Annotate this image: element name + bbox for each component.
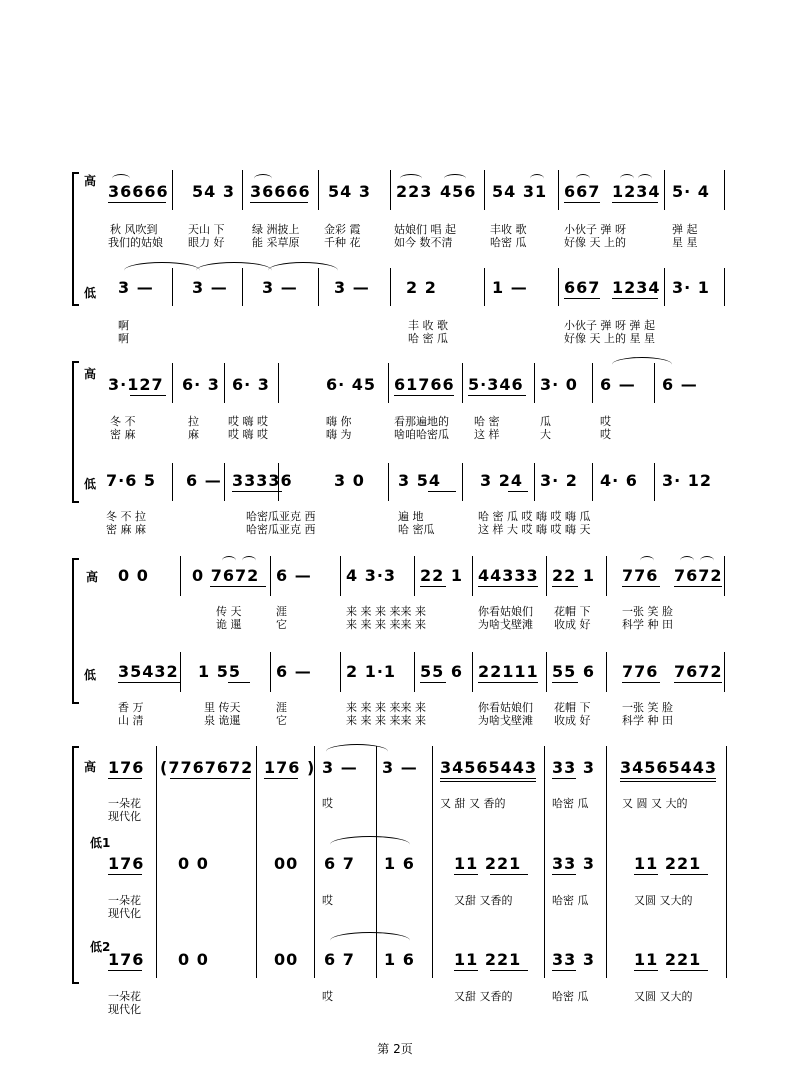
lyric: 绿 洲披上 <box>252 223 300 236</box>
note: 3· 0 <box>540 375 578 394</box>
lyric: 来 来 来 来来 来 <box>346 618 426 631</box>
bar-line <box>414 652 415 692</box>
lyric: 又圆 又大的 <box>634 990 693 1003</box>
lyric: 花帽 下 <box>554 605 591 618</box>
beam-underline <box>622 586 660 587</box>
note: 0 0 <box>178 950 209 969</box>
lyric: 一张 笑 脸 <box>622 701 673 714</box>
part-label-low: 低 <box>84 668 97 682</box>
note: 7672 <box>674 566 723 585</box>
lyric: 哎 <box>322 990 333 1003</box>
lyric: 哎 <box>600 415 611 428</box>
bar-line <box>172 463 173 501</box>
tie-slur <box>330 836 410 853</box>
lyric: 哎 <box>600 428 611 441</box>
note: 6· 3 <box>182 375 220 394</box>
bar-line <box>546 556 547 596</box>
part-label-high: 高 <box>84 367 97 381</box>
note: 3 — <box>334 278 370 297</box>
bar-line <box>462 463 463 501</box>
note: 1234 <box>612 182 661 201</box>
lyric: 收成 好 <box>554 714 591 727</box>
tie-slur <box>640 556 654 565</box>
lyric: 冬 不 <box>110 415 136 428</box>
note: 2 1·1 <box>346 662 397 681</box>
tie-slur <box>124 262 200 279</box>
beam-underline <box>552 874 576 875</box>
lyric: 又甜 又香的 <box>454 894 513 907</box>
bar-line <box>724 556 725 596</box>
lyric: 能 采草原 <box>252 236 300 249</box>
lyric: 涯 <box>276 701 287 714</box>
part-label-low1: 低1 <box>90 836 111 850</box>
bar-line <box>546 652 547 692</box>
lyric: 香 万 <box>118 701 144 714</box>
note: 5· 4 <box>672 182 710 201</box>
bar-line <box>726 746 727 978</box>
bar-line <box>256 746 257 978</box>
bar-line <box>606 746 607 978</box>
lyric: 又圆 又大的 <box>634 894 693 907</box>
tie-slur <box>612 357 672 372</box>
note: 36666 <box>250 182 311 201</box>
bar-line <box>414 556 415 596</box>
lyric: 来 来 来 来来 来 <box>346 701 426 714</box>
note: 35432 <box>118 662 179 681</box>
note: 6 — <box>276 662 312 681</box>
bar-line <box>544 746 545 978</box>
note: 33 3 <box>552 950 595 969</box>
beam-underline <box>264 778 298 779</box>
lyric: 密 麻 <box>110 428 136 441</box>
lyric: 密 麻 麻 <box>106 523 146 536</box>
lyric: 你看姑娘们 <box>478 701 533 714</box>
part-label-low2: 低2 <box>90 940 111 954</box>
beam-underline <box>420 586 446 587</box>
bar-line <box>472 556 473 596</box>
note: 3 54 <box>398 471 441 490</box>
part-label-low: 低 <box>84 477 97 491</box>
part-label-low: 低 <box>84 286 97 300</box>
note: 776 <box>622 566 659 585</box>
lyric: 嗨 你 <box>326 415 352 428</box>
note: (7767672 <box>160 758 254 777</box>
note: 54 3 <box>328 182 371 201</box>
note: 667 <box>564 182 601 201</box>
lyric: 丰 收 歌 <box>408 319 448 332</box>
lyric: 哈密 瓜 <box>552 990 589 1003</box>
bar-line <box>472 652 473 692</box>
note: 1 6 <box>384 854 415 873</box>
note: 4· 6 <box>600 471 638 490</box>
note: 3·127 <box>108 375 164 394</box>
bar-line <box>606 652 607 692</box>
bar-line <box>270 556 271 596</box>
bar-line <box>318 170 319 210</box>
part-label-high: 高 <box>84 174 97 188</box>
lyric: 又 甜 又 香的 <box>440 797 506 810</box>
lyric: 你看姑娘们 <box>478 605 533 618</box>
page-number: 第 2页 <box>377 1042 413 1056</box>
tie-slur <box>222 556 236 565</box>
lyric: 哎 <box>322 797 333 810</box>
beam-underline <box>108 202 166 203</box>
tie-slur <box>112 174 130 183</box>
system-bracket <box>72 361 79 503</box>
beam-underline <box>130 395 166 396</box>
tie-slur <box>638 174 652 183</box>
note: 6 — <box>186 471 222 490</box>
system-bracket <box>72 558 79 704</box>
bar-line <box>390 170 391 210</box>
lyric: 哈密 瓜 <box>490 236 527 249</box>
note: 6· 45 <box>326 375 377 394</box>
note: 0 0 <box>118 566 149 585</box>
note: 22 1 <box>552 566 595 585</box>
tie-slur <box>254 174 272 183</box>
note: 3 — <box>118 278 154 297</box>
note: 34565443 <box>440 758 538 777</box>
lyric: 一朵花 <box>108 797 141 810</box>
lyric: 一朵花 <box>108 990 141 1003</box>
bar-line <box>724 652 725 692</box>
beam-underline <box>118 682 180 683</box>
bar-line <box>340 556 341 596</box>
system-bracket <box>72 172 79 306</box>
note: 5·346 <box>468 375 524 394</box>
beam-underline <box>634 874 658 875</box>
note: 1234 <box>612 278 661 297</box>
lyric: 小伙子 弹 呀 <box>564 223 626 236</box>
bar-line <box>654 463 655 501</box>
bar-line <box>432 746 433 978</box>
beam-underline <box>468 395 526 396</box>
part-label-high: 高 <box>86 570 99 584</box>
lyric: 看那遍地的 <box>394 415 449 428</box>
note: 1 6 <box>384 950 415 969</box>
note: 0 0 <box>178 854 209 873</box>
bar-line <box>314 746 315 978</box>
lyric: 科学 种 田 <box>622 618 673 631</box>
lyric: 啊 <box>118 332 129 345</box>
note: 176 <box>108 950 145 969</box>
lyric: 丰收 歌 <box>490 223 527 236</box>
note: 6 7 <box>324 950 355 969</box>
tie-slur <box>530 174 544 183</box>
beam-underline <box>420 682 446 683</box>
tie-slur <box>268 262 338 279</box>
note: 4 3·3 <box>346 566 397 585</box>
bar-line <box>724 268 725 306</box>
note: 3· 1 <box>672 278 710 297</box>
lyric: 哎 <box>322 894 333 907</box>
bar-line <box>462 363 463 403</box>
tie-slur <box>620 174 634 183</box>
beam-underline <box>108 778 142 779</box>
tie-slur <box>700 556 714 565</box>
bar-line <box>534 463 535 501</box>
note: 11 221 <box>634 854 702 873</box>
note: 00 <box>274 950 299 969</box>
lyric: 诡 暹 <box>216 618 242 631</box>
note: 11 221 <box>454 950 522 969</box>
bar-line <box>156 746 157 978</box>
note: 55 6 <box>552 662 595 681</box>
bar-line <box>534 363 535 403</box>
bar-line <box>484 170 485 210</box>
bar-line <box>224 363 225 403</box>
beam-underline <box>552 970 576 971</box>
lyric: 金彩 霞 <box>324 223 361 236</box>
note: 36666 <box>108 182 169 201</box>
note: 176 <box>108 758 145 777</box>
beam-underline <box>620 781 716 782</box>
tie-slur <box>444 174 466 183</box>
tie-slur <box>680 556 694 565</box>
beam-underline <box>564 202 600 203</box>
lyric: 千种 花 <box>324 236 361 249</box>
note: 34565443 <box>620 758 718 777</box>
beam-underline <box>552 586 578 587</box>
beam-underline <box>108 970 142 971</box>
note: 11 221 <box>634 950 702 969</box>
lyric: 冬 不 拉 <box>106 510 146 523</box>
lyric: 遍 地 <box>398 510 424 523</box>
bar-line <box>664 170 665 210</box>
bar-line <box>180 556 181 596</box>
beam-underline <box>454 970 478 971</box>
note: 44333 <box>478 566 539 585</box>
lyric: 如今 数不清 <box>394 236 453 249</box>
note: 33336 <box>232 471 293 490</box>
beam-underline <box>564 298 600 299</box>
note: 22111 <box>478 662 539 681</box>
tie-slur <box>400 174 422 183</box>
note: 2 2 <box>406 278 437 297</box>
lyric: 为啥戈壁滩 <box>478 714 533 727</box>
lyric: 涯 <box>276 605 287 618</box>
beam-underline <box>634 970 658 971</box>
bar-line <box>724 170 725 210</box>
tie-slur <box>242 556 256 565</box>
beam-underline <box>250 202 308 203</box>
bar-line <box>180 652 181 692</box>
lyric: 哈密瓜亚克 西 <box>246 510 316 523</box>
lyric: 哈 密 <box>474 415 500 428</box>
lyric: 我们的姑娘 <box>108 236 163 249</box>
note: 0 7672 <box>192 566 260 585</box>
bar-line <box>664 268 665 306</box>
lyric: 哈 密 瓜 <box>408 332 448 345</box>
lyric: 现代化 <box>108 907 141 920</box>
lyric: 嗨 为 <box>326 428 352 441</box>
lyric: 传 天 <box>216 605 242 618</box>
note: 11 221 <box>454 854 522 873</box>
lyric: 星 星 <box>672 236 698 249</box>
bar-line <box>172 363 173 403</box>
bar-line <box>340 652 341 692</box>
beam-underline <box>552 778 576 779</box>
note: 223 <box>396 182 433 201</box>
bar-line <box>388 363 389 403</box>
lyric: 花帽 下 <box>554 701 591 714</box>
beam-underline <box>674 682 722 683</box>
bar-line <box>484 268 485 306</box>
note: 22 1 <box>420 566 463 585</box>
beam-underline <box>612 202 658 203</box>
note: 7672 <box>674 662 723 681</box>
tie-slur <box>196 262 272 279</box>
lyric: 来 来 来 来来 来 <box>346 605 426 618</box>
lyric: 里 传天 <box>204 701 241 714</box>
note: 1 — <box>492 278 528 297</box>
lyric: 又甜 又香的 <box>454 990 513 1003</box>
beam-underline <box>478 586 538 587</box>
lyric: 它 <box>276 714 287 727</box>
lyric: 收成 好 <box>554 618 591 631</box>
lyric: 哈密 瓜 <box>552 797 589 810</box>
note: 6 — <box>276 566 312 585</box>
beam-underline <box>232 491 282 492</box>
lyric: 山 清 <box>118 714 144 727</box>
lyric: 哈 密 瓜 哎 嗨 哎 嗨 瓜 <box>478 510 591 523</box>
bar-line <box>606 556 607 596</box>
tie-slur <box>326 744 388 759</box>
lyric: 秋 风吹到 <box>110 223 158 236</box>
system-bracket <box>72 746 79 984</box>
lyric: 这 样 <box>474 428 500 441</box>
lyric: 哈 密瓜 <box>398 523 435 536</box>
bar-line <box>172 170 173 210</box>
beam-underline <box>508 491 528 492</box>
lyric: 瓜 <box>540 415 551 428</box>
lyric: 啊 <box>118 319 129 332</box>
beam-underline <box>170 778 250 779</box>
note: 6 7 <box>324 854 355 873</box>
note: 00 <box>274 854 299 873</box>
bar-line <box>388 463 389 501</box>
beam-underline <box>674 586 722 587</box>
beam-underline <box>440 778 536 779</box>
beam-underline <box>670 874 708 875</box>
note: 6 — <box>600 375 636 394</box>
note: 3 — <box>262 278 298 297</box>
note: 7·6 5 <box>106 471 157 490</box>
beam-underline <box>210 586 266 587</box>
lyric: 哈密 瓜 <box>552 894 589 907</box>
lyric: 现代化 <box>108 1003 141 1016</box>
lyric: 为啥戈壁滩 <box>478 618 533 631</box>
lyric: 一张 笑 脸 <box>622 605 673 618</box>
bar-line <box>390 268 391 306</box>
note: 667 <box>564 278 601 297</box>
note: 1 55 <box>198 662 241 681</box>
lyric: 泉 诡暹 <box>204 714 241 727</box>
beam-underline <box>428 491 456 492</box>
beam-underline <box>454 874 478 875</box>
lyric: 天山 下 <box>188 223 225 236</box>
tie-slur <box>576 174 590 183</box>
lyric: 哎 嗨 哎 <box>228 415 268 428</box>
lyric: 小伙子 弹 呀 弹 起 <box>564 319 655 332</box>
beam-underline <box>394 395 454 396</box>
beam-underline <box>108 874 142 875</box>
beam-underline <box>552 682 578 683</box>
note: 54 31 <box>492 182 548 201</box>
note: 456 <box>440 182 477 201</box>
bar-line <box>592 363 593 403</box>
bar-line <box>224 463 225 501</box>
lyric: 弹 起 <box>672 223 698 236</box>
lyric: 好像 天 上的 <box>564 236 626 249</box>
beam-underline <box>490 970 528 971</box>
beam-underline <box>612 298 658 299</box>
note: 33 3 <box>552 854 595 873</box>
note: 776 <box>622 662 659 681</box>
note: 3· 12 <box>662 471 713 490</box>
bar-line <box>270 652 271 692</box>
lyric: 科学 种 田 <box>622 714 673 727</box>
beam-underline <box>622 682 660 683</box>
note: 3 0 <box>334 471 365 490</box>
beam-underline <box>228 682 250 683</box>
beam-underline <box>490 874 528 875</box>
bar-line <box>278 363 279 403</box>
lyric: 眼力 好 <box>188 236 225 249</box>
lyric: 这 样 大 哎 嗨 哎 嗨 天 <box>478 523 591 536</box>
note: 33 3 <box>552 758 595 777</box>
note: 3· 2 <box>540 471 578 490</box>
lyric: 它 <box>276 618 287 631</box>
lyric: 大 <box>540 428 551 441</box>
bar-line <box>558 170 559 210</box>
bar-line <box>592 463 593 501</box>
lyric: 现代化 <box>108 810 141 823</box>
lyric: 一朵花 <box>108 894 141 907</box>
lyric: 姑娘们 唱 起 <box>394 223 456 236</box>
note: 54 3 <box>192 182 235 201</box>
note: 3 — <box>382 758 418 777</box>
lyric: 麻 <box>188 428 199 441</box>
note: 6· 3 <box>232 375 270 394</box>
note: 176 ) <box>264 758 316 777</box>
lyric: 拉 <box>188 415 199 428</box>
lyric: 啥咱哈密瓜 <box>394 428 449 441</box>
part-label-high: 高 <box>84 760 97 774</box>
bar-line <box>242 170 243 210</box>
lyric: 哎 嗨 哎 <box>228 428 268 441</box>
note: 6 — <box>662 375 698 394</box>
tie-slur <box>330 932 410 949</box>
beam-underline <box>440 781 536 782</box>
note: 3 — <box>192 278 228 297</box>
note: 176 <box>108 854 145 873</box>
lyric: 好像 天 上的 星 星 <box>564 332 655 345</box>
note: 55 6 <box>420 662 463 681</box>
beam-underline <box>478 682 538 683</box>
lyric: 哈密瓜亚克 西 <box>246 523 316 536</box>
lyric: 又 圆 又 大的 <box>622 797 688 810</box>
note: 61766 <box>394 375 455 394</box>
bar-line <box>558 268 559 306</box>
note: 3 24 <box>480 471 523 490</box>
beam-underline <box>670 970 708 971</box>
lyric: 来 来 来 来来 来 <box>346 714 426 727</box>
note: 3 — <box>322 758 358 777</box>
beam-underline <box>620 778 716 779</box>
